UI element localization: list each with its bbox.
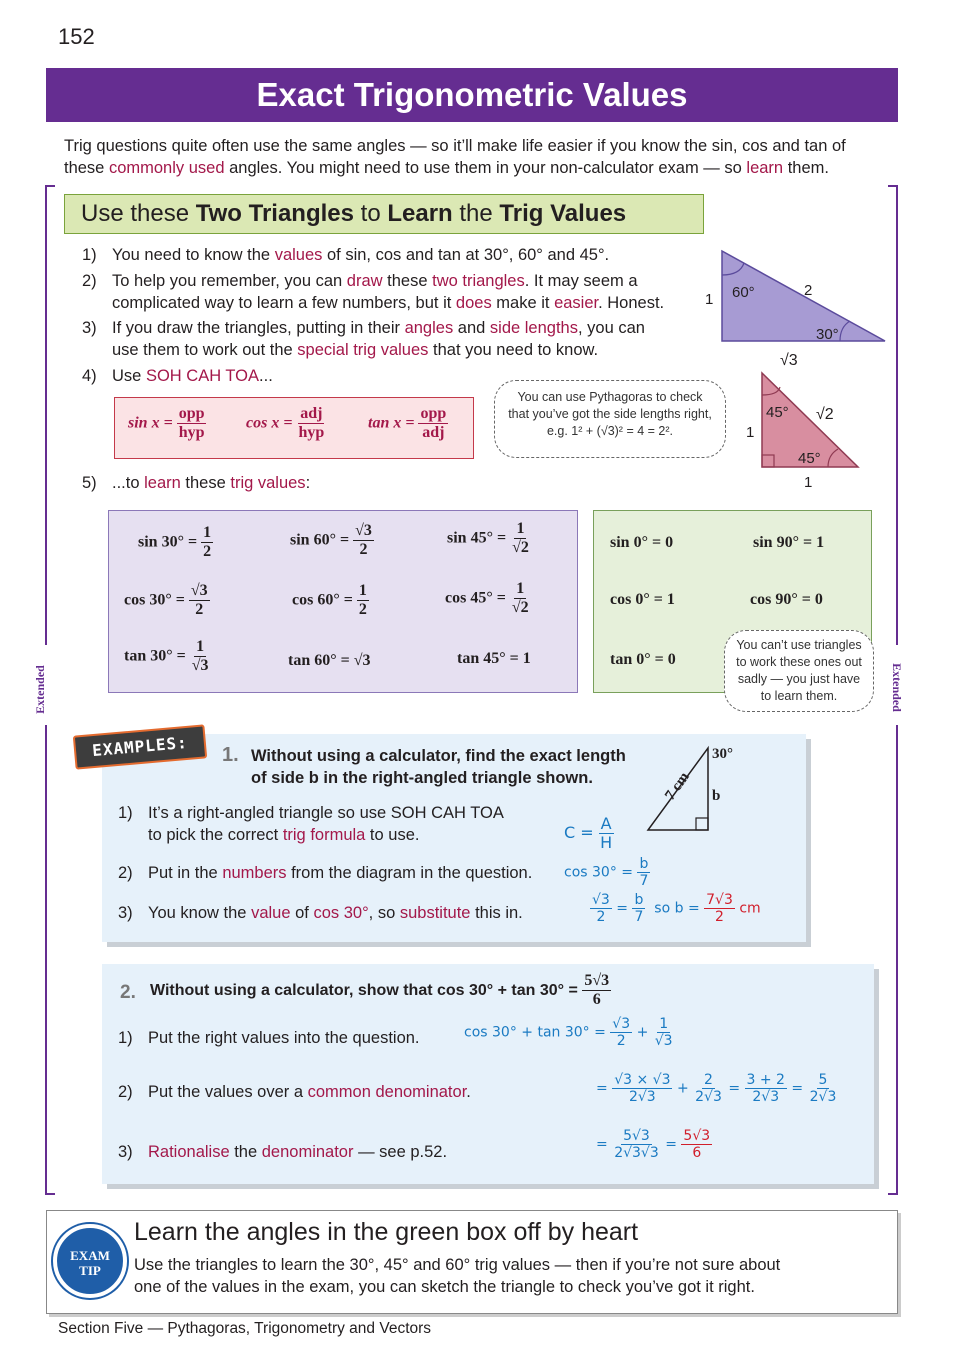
- side-label: b: [712, 788, 721, 804]
- question-text: Without using a calculator, show that cos 30° + tan 30° =: [150, 982, 578, 1000]
- heading-part: Two Triangles: [195, 200, 354, 227]
- step-5: [82, 472, 382, 494]
- step-highlight: common denominator: [307, 1083, 467, 1101]
- side-label: √2: [816, 406, 834, 423]
- denominator: 2√3: [695, 1089, 722, 1106]
- denominator: 2√3√3: [614, 1145, 659, 1162]
- denominator: √2: [511, 599, 529, 617]
- value-fraction: [357, 582, 369, 620]
- numerator: opp: [418, 405, 448, 424]
- step-number: 3): [118, 1143, 133, 1161]
- step-4: [82, 365, 382, 387]
- extended-label-right: Extended: [889, 663, 904, 712]
- side-label: √3: [780, 352, 798, 369]
- working-fraction: [612, 1128, 661, 1161]
- working-fraction: [653, 1016, 675, 1049]
- exam-tip-heading: Learn the angles in the green box off by heart: [134, 1218, 639, 1246]
- formula-lhs: cos x =: [246, 414, 293, 432]
- step-number: 1): [118, 1029, 133, 1047]
- bubble-line: You can’t use triangles: [736, 638, 862, 652]
- step-text: the: [229, 1143, 262, 1161]
- numerator: 5√3: [582, 972, 611, 991]
- intro-highlight: commonly used: [108, 159, 225, 177]
- value-lhs: tan 30° =: [124, 647, 186, 665]
- step-number: 2): [118, 1083, 133, 1101]
- step-highlight: draw: [346, 272, 383, 290]
- value-fraction: [510, 580, 531, 618]
- value-fraction: [201, 524, 213, 562]
- value-lhs: sin 30° =: [138, 533, 198, 551]
- heading-part: to: [353, 200, 388, 227]
- step-highlight: denominator: [261, 1143, 354, 1161]
- denominator: 2√3: [752, 1089, 780, 1106]
- question-line: Without using a calculator, find the exact length: [251, 747, 626, 765]
- cos-formula: [246, 405, 326, 443]
- side-label: 2: [804, 282, 813, 299]
- step-text: , so: [368, 904, 400, 922]
- step-text: of sin, cos and tan at 30°, 60° and 45°.: [322, 246, 610, 264]
- example-1-step-3: [118, 902, 558, 924]
- step-number: 4): [82, 367, 97, 385]
- tip-line: one of the values in the exam, you can sketch the triangle to check you’ve got it right.: [134, 1278, 755, 1296]
- example-2-working-3: [596, 1128, 712, 1161]
- bubble-line: sadly — you just have: [737, 672, 861, 686]
- step-text: Put the values over a: [148, 1083, 308, 1101]
- footer-section-label: Section Five — Pythagoras, Trigonometry and Vectors: [58, 1320, 432, 1337]
- step-highlight: special trig values: [297, 341, 429, 359]
- angle-label: 45°: [798, 450, 821, 467]
- denominator: √3: [191, 657, 209, 675]
- step-highlight: learn: [144, 474, 181, 492]
- step-highlight: value: [251, 904, 291, 922]
- value-fraction: [510, 520, 531, 558]
- angle-label: 30°: [816, 326, 839, 343]
- step-1: [82, 244, 722, 266]
- step-highlight: side lengths: [489, 319, 578, 337]
- step-highlight: numbers: [222, 864, 287, 882]
- value-fraction: [189, 582, 210, 620]
- denominator: 2: [203, 543, 212, 561]
- working-fraction: [693, 1072, 724, 1105]
- numerator: 5√3: [683, 1128, 711, 1144]
- step-highlight: cos 30°: [313, 904, 369, 922]
- example-1-step-2: [118, 862, 558, 884]
- numerator: 2: [704, 1072, 713, 1088]
- working-fraction: [610, 1016, 632, 1049]
- step-text: these: [382, 272, 433, 290]
- page-number: 152: [58, 24, 95, 49]
- question-line: of side b in the right-angled triangle shown.: [251, 769, 593, 787]
- extended-label-left: Extended: [32, 665, 47, 714]
- tan0-value: tan 0° = 0: [610, 651, 676, 668]
- step-text: to use.: [365, 826, 420, 844]
- formula-fraction: [418, 405, 448, 443]
- answer-fraction: [704, 892, 735, 925]
- step-highlight: Rationalise: [148, 1143, 230, 1161]
- answer-fraction: [681, 1128, 712, 1161]
- tan-formula: [368, 405, 448, 443]
- extended-tick: [888, 1193, 898, 1195]
- step-text: , you can: [577, 319, 645, 337]
- sin-formula: [128, 405, 206, 443]
- equals-sign: =: [791, 1080, 804, 1097]
- numerator: √3 × √3: [614, 1072, 671, 1088]
- numerator: √3: [612, 1016, 631, 1032]
- working-text: so b =: [654, 900, 700, 917]
- extended-bar-left-bottom: [45, 725, 47, 1195]
- example-2-working-2: [596, 1072, 838, 1105]
- step-number: 2): [118, 864, 133, 882]
- step-text: Put in the: [148, 864, 223, 882]
- extended-bar-right-bottom: [896, 725, 898, 1195]
- value-lhs: cos 30° =: [124, 591, 185, 609]
- step-highlight: trig values: [230, 474, 306, 492]
- intro-line-2: [64, 157, 894, 179]
- value-lhs: cos 45° =: [445, 589, 506, 607]
- step-highlight: values: [274, 246, 323, 264]
- formula-fraction: [296, 405, 326, 443]
- step-text: that you need to know.: [428, 341, 599, 359]
- value-lhs: sin 60° =: [290, 531, 350, 549]
- example-2-step-1: [118, 1027, 458, 1049]
- question-fraction: [582, 972, 611, 1010]
- cos90-value: cos 90° = 0: [750, 591, 823, 608]
- heading-part: Learn: [387, 200, 453, 227]
- working-lhs: cos 30° + tan 30° =: [464, 1024, 606, 1041]
- working-fraction: [637, 856, 650, 889]
- numerator: 1: [514, 580, 526, 599]
- step-text: this in.: [470, 904, 523, 922]
- step-highlight: trig formula: [282, 826, 366, 844]
- step-number: 2): [82, 272, 97, 290]
- extended-tick: [888, 185, 898, 187]
- numerator: √3: [189, 582, 210, 601]
- step-text: If you draw the triangles, putting in their: [112, 319, 405, 337]
- step-number: 1): [118, 804, 133, 822]
- example-2-step-3: [118, 1141, 558, 1163]
- tan45-value: tan 45° = 1: [457, 650, 531, 667]
- step-2: [82, 270, 722, 314]
- learn-tip-bubble: [724, 630, 874, 712]
- intro-text: [64, 135, 894, 179]
- working-lhs: C =: [564, 822, 594, 842]
- side-label: 1: [746, 424, 755, 441]
- step-highlight: two triangles: [432, 272, 525, 290]
- denominator: 2: [616, 1033, 626, 1050]
- working-fraction: [745, 1072, 787, 1105]
- step-highlight: substitute: [399, 904, 471, 922]
- triangles-diagram: [700, 245, 900, 495]
- step-text: of: [290, 904, 314, 922]
- sin30-value: [138, 524, 213, 562]
- badge-line: EXAM: [70, 1248, 110, 1263]
- numerator: 1: [514, 520, 526, 539]
- example-1-working-3: [590, 892, 761, 925]
- sin90-value: sin 90° = 1: [753, 534, 825, 551]
- numerator: 7√3: [706, 892, 733, 908]
- heading-part: Use these: [81, 200, 196, 227]
- step-number: 3): [118, 904, 133, 922]
- value-fraction: [190, 638, 211, 676]
- plus-sign: +: [676, 1080, 689, 1097]
- intro-text-part: these: [64, 159, 109, 177]
- denominator: 7: [634, 909, 644, 926]
- denominator: 2: [359, 541, 368, 559]
- step-text: Put the right values into the question.: [148, 1029, 420, 1047]
- bubble-line: that you’ve got the side lengths right,: [508, 407, 712, 421]
- cos60-value: [292, 582, 369, 620]
- step-highlight: easier: [554, 294, 599, 312]
- step-3: [82, 317, 722, 361]
- sin0-value: sin 0° = 0: [610, 534, 674, 551]
- sin45-value: [447, 520, 531, 558]
- tan60-value: tan 60° = √3: [288, 652, 371, 669]
- working-fraction: [632, 892, 645, 925]
- working-fraction: [598, 815, 614, 853]
- step-number: 1): [82, 246, 97, 264]
- page-title: Exact Trigonometric Values: [46, 68, 898, 122]
- step-text: It’s a right-angled triangle so use SOH CAH TOA: [148, 804, 504, 822]
- right-angle-marker: [696, 818, 708, 830]
- step-text: use them to work out the: [112, 341, 298, 359]
- pythagoras-tip-bubble: [494, 380, 726, 458]
- denominator: 2: [596, 909, 606, 926]
- formula-lhs: sin x =: [128, 414, 173, 432]
- numerator: 5√3: [623, 1128, 650, 1144]
- extended-bar-left-top: [45, 185, 47, 645]
- example-1-triangle: [640, 740, 750, 840]
- denominator: H: [600, 833, 613, 853]
- equals-sign: =: [596, 1136, 608, 1153]
- step-text: from the diagram in the question.: [286, 864, 533, 882]
- working-fraction: [612, 1072, 672, 1105]
- numerator: 1: [201, 524, 213, 543]
- heading-part: the: [452, 200, 500, 227]
- numerator: b: [639, 856, 649, 872]
- step-highlight: SOH CAH TOA: [145, 367, 260, 385]
- numerator: adj: [298, 405, 324, 424]
- bubble-line: to learn them.: [760, 689, 838, 703]
- tip-line: Use the triangles to learn the 30°, 45° and 60° trig values — then if you’re not sure about: [134, 1256, 781, 1274]
- formula-fraction: [177, 405, 207, 443]
- step-number: 3): [82, 319, 97, 337]
- extended-tick: [45, 185, 55, 187]
- example-2-step-2: [118, 1081, 558, 1103]
- step-text: .: [466, 1083, 471, 1101]
- numerator: √3: [353, 522, 374, 541]
- bubble-line: You can use Pythagoras to check: [517, 390, 703, 404]
- heading-part: Trig Values: [499, 200, 627, 227]
- tan30-value: [124, 638, 211, 676]
- intro-text-part: angles. You might need to use them in your non-calculator exam — so: [224, 159, 747, 177]
- exam-tip-text: [134, 1254, 874, 1298]
- numerator: 3 + 2: [746, 1072, 785, 1088]
- bubble-line: e.g. 1² + (√3)² = 4 = 2².: [546, 424, 673, 438]
- step-text: — see p.52.: [353, 1143, 448, 1161]
- answer-unit: cm: [739, 900, 761, 917]
- value-fraction: [353, 522, 374, 560]
- example-2-question: [150, 972, 611, 1010]
- numerator: √3: [592, 892, 610, 908]
- step-text: You need to know the: [112, 246, 275, 264]
- equals-sign: =: [616, 900, 629, 917]
- denominator: hyp: [178, 424, 205, 442]
- step-text: . It may seem a: [524, 272, 638, 290]
- numerator: b: [634, 892, 644, 908]
- example-1-step-1: [118, 802, 558, 846]
- sin60-value: [290, 522, 374, 560]
- examples-badge: EXAMPLES:: [73, 724, 207, 769]
- step-highlight: angles: [404, 319, 454, 337]
- intro-text-part: them.: [783, 159, 829, 177]
- angle-label: 60°: [732, 284, 755, 301]
- angle-label: 30°: [712, 746, 733, 762]
- working-fraction: [590, 892, 612, 925]
- step-text: Use: [112, 367, 146, 385]
- intro-line-1: Trig questions quite often use the same angles — so it’ll make life easier if you know the sin, cos and tan of: [64, 137, 846, 155]
- step-text: ...to: [112, 474, 145, 492]
- plus-sign: +: [636, 1024, 649, 1041]
- equals-sign: =: [665, 1136, 677, 1153]
- step-text: and: [453, 319, 490, 337]
- denominator: adj: [422, 424, 445, 442]
- numerator: 1: [357, 582, 369, 601]
- intro-highlight: learn: [746, 159, 784, 177]
- step-highlight: does: [455, 294, 492, 312]
- step-text: . Honest.: [598, 294, 665, 312]
- example-1-question: [251, 745, 626, 789]
- step-text: make it: [491, 294, 555, 312]
- example-1-working-1: [564, 815, 614, 853]
- numerator: 1: [659, 1016, 669, 1032]
- denominator: 2: [195, 601, 204, 619]
- step-text: :: [305, 474, 311, 492]
- angle-label: 45°: [766, 404, 789, 421]
- denominator: 7: [639, 873, 649, 890]
- denominator: 2√3: [628, 1089, 656, 1106]
- equals-sign: =: [596, 1080, 608, 1097]
- denominator: 6: [592, 991, 601, 1009]
- working-lhs: cos 30° =: [564, 864, 634, 881]
- denominator: 6: [692, 1145, 702, 1162]
- exam-tip-badge: [53, 1224, 127, 1298]
- value-lhs: sin 45° =: [447, 529, 507, 547]
- numerator: A: [600, 814, 612, 833]
- cos45-value: [445, 580, 531, 618]
- step-text: You know the: [148, 904, 252, 922]
- denominator: hyp: [298, 424, 325, 442]
- numerator: 5: [818, 1072, 828, 1088]
- side-label: 7 cm: [662, 769, 693, 804]
- value-lhs: cos 60° =: [292, 591, 353, 609]
- step-number: 5): [82, 474, 97, 492]
- side-label: 1: [804, 474, 813, 491]
- formula-lhs: tan x =: [368, 414, 415, 432]
- numerator: opp: [177, 405, 207, 424]
- extended-tick: [45, 1193, 55, 1195]
- step-text: these: [180, 474, 231, 492]
- denominator: 2: [715, 909, 724, 926]
- side-label: 1: [705, 291, 714, 308]
- numerator: 1: [194, 638, 206, 657]
- step-text: ...: [259, 367, 273, 385]
- example-2-number: 2.: [120, 982, 136, 1003]
- cos0-value: cos 0° = 1: [610, 591, 675, 608]
- badge-line: TIP: [79, 1263, 101, 1278]
- example-2-working-1: [464, 1016, 675, 1049]
- denominator: √2: [512, 539, 529, 557]
- denominator: 2: [358, 601, 367, 619]
- example-1-working-2: [564, 856, 650, 889]
- working-fraction: [808, 1072, 839, 1105]
- equals-sign: =: [728, 1080, 741, 1097]
- example-1-number: 1.: [222, 744, 239, 766]
- bubble-line: to work these ones out: [736, 655, 862, 669]
- step-text: To help you remember, you can: [112, 272, 347, 290]
- step-text: to pick the correct: [148, 826, 283, 844]
- cos30-value: [124, 582, 210, 620]
- step-text: complicated way to learn a few numbers, but it: [112, 294, 456, 312]
- denominator: 2√3: [809, 1089, 837, 1106]
- denominator: √3: [654, 1033, 673, 1050]
- section-heading: [64, 194, 704, 234]
